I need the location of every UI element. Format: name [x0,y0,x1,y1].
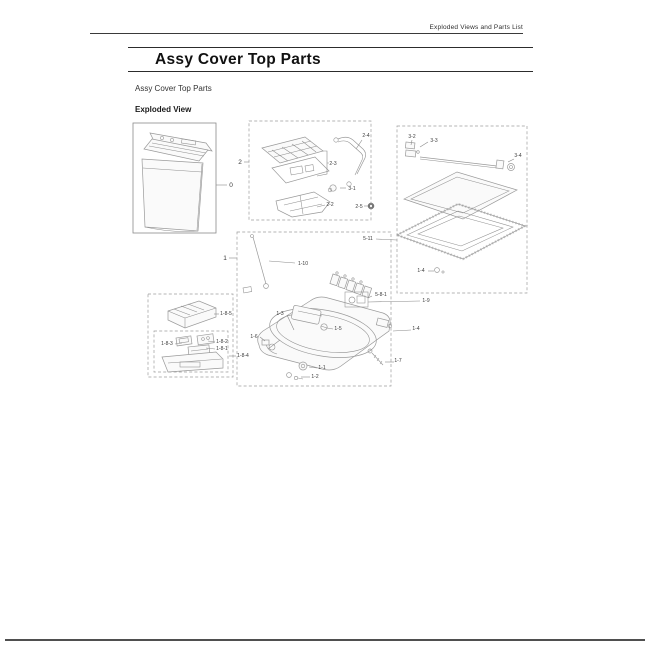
drawer-housing-drawing [168,301,216,328]
cover-top-grille-drawing [262,137,323,163]
callout-label-1-6: 1-6 [250,334,258,340]
hinge-spring-drawing [496,160,515,171]
callout-label-1-8-5: 1-8-5 [220,311,232,317]
callout-leader-1-9 [368,301,420,302]
callout-leader-1-4 [393,330,411,331]
callout-label-1-8-2: 1-8-2 [216,339,228,345]
header-breadcrumb: Exploded Views and Parts List [429,24,523,31]
drawer-lid-drawing [176,336,192,346]
callout-label-3-3: 3-3 [430,138,438,144]
top-cover-frame-drawing [258,297,390,370]
callout-label-1-4: 1-4 [412,326,420,332]
subtitle: Assy Cover Top Parts [135,84,212,93]
callout-leader-5-11 [376,239,397,240]
hinge-rod-drawing [420,157,497,168]
callout-label-1-8-1: 1-8-1 [216,346,228,352]
callout-label-1-8-4: 1-8-4 [237,353,249,359]
callout-label-1-8-3: 1-8-3 [161,341,173,347]
callout-label-0: 0 [229,182,233,189]
callout-label-2-4: 2-4 [362,133,370,139]
callout-label-1-9: 1-9 [422,298,430,304]
callout-label-1: 1 [223,255,227,262]
hinge-parts-drawing [405,142,419,157]
callout-label-1-10: 1-10 [297,261,309,267]
cap-drawing [299,362,307,370]
drawer-front-drawing [162,352,223,372]
support-rod-drawing [243,235,268,293]
callout-label-3-4: 3-4 [514,153,522,159]
callout-label-2-5: 2-5 [355,204,363,210]
callout-leader-2-2 [317,205,325,207]
section-label: Exploded View [135,105,192,114]
callout-leader-3-4 [508,159,514,162]
callout-label-5-8-1: 5-8-1 [375,292,387,298]
group-2-box [249,121,371,220]
small-screws-drawing [287,373,303,380]
clip-drawing [328,185,336,192]
footer-rule [5,639,645,641]
drain-hose-drawing [334,137,366,186]
callout-label-2: 2 [238,159,242,166]
callout-label-1-7: 1-7 [394,358,402,364]
callout-label-1-4: 1-4 [417,268,425,274]
screw-long-drawing [368,349,383,365]
callout-leader-1-10 [269,261,295,263]
drawer-cover-drawing [197,334,214,345]
washer-drawing [142,133,212,232]
callout-label-1-1: 1-1 [318,365,326,371]
callout-label-1-2: 1-2 [311,374,319,380]
callout-label-2-3: 2-3 [329,161,337,167]
label-bracket-2-3 [317,151,329,176]
callout-leader-3-3 [420,142,428,147]
callout-label-2-2: 2-2 [326,202,334,208]
callout-label-5-11: 5-11 [363,236,373,242]
callout-label-3-1: 3-1 [348,186,356,192]
page-title: Assy Cover Top Parts [155,51,321,68]
cover-support-drawing [276,192,330,217]
callout-label-1-5: 1-5 [334,326,342,332]
lid-screw-drawing [435,268,445,274]
callout-label-1-3: 1-3 [276,311,284,317]
valve-row-drawing [330,272,372,298]
callout-label-3-2: 3-2 [408,134,416,140]
